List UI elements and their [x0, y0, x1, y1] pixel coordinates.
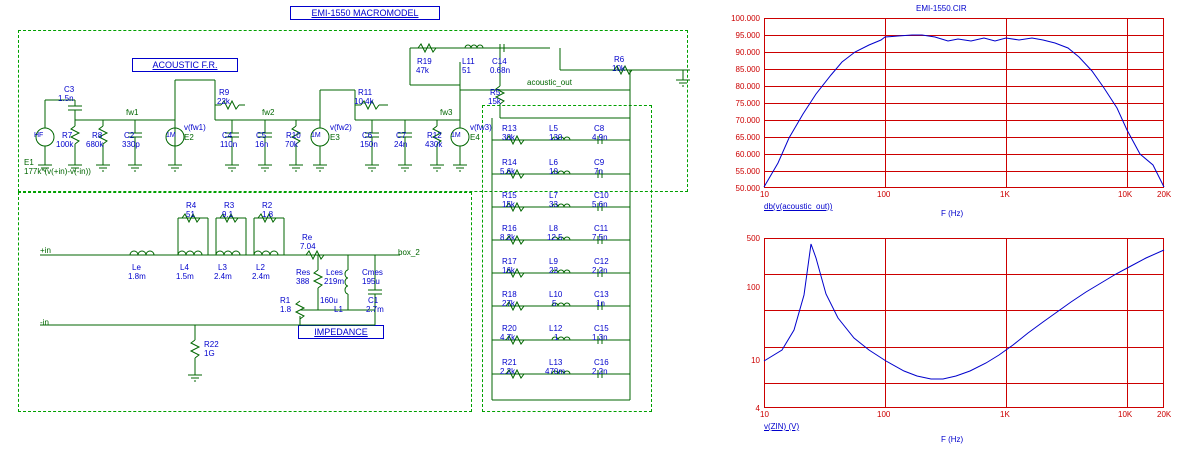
label-l10-ref: L10 [549, 290, 563, 299]
label-l7-val: 33 [549, 200, 558, 209]
label-l7-ref: L7 [549, 191, 558, 200]
label-re-ref: Re [302, 233, 313, 242]
plot-frequency-response [716, 4, 1196, 222]
plot2-ytick-2: 10 [751, 356, 760, 365]
label-l5-ref: L5 [549, 124, 558, 133]
label-c5-ref: C5 [256, 131, 267, 140]
label-c7-val: 24n [394, 140, 408, 149]
label-res-val: 388 [296, 277, 310, 286]
label-c1-val: 2.7m [366, 305, 384, 314]
label-c9-val: 7n [594, 167, 603, 176]
label-re-val: 7.04 [300, 242, 316, 251]
label-le-ref: Le [132, 263, 141, 272]
label-l13-val: 470m [545, 367, 566, 376]
label-c8-val: 4.9n [592, 133, 608, 142]
plot2-yaxis-label: v(ZIN) (V) [764, 422, 800, 431]
label-l12-val: 1 [554, 333, 559, 342]
label-r20-ref: R20 [502, 324, 517, 333]
plot2-xtick-2: 1K [1000, 410, 1010, 419]
label-node-fw1: fw1 [126, 108, 139, 117]
label-r12-ref: R12 [427, 131, 442, 140]
label-c12-val: 2.2n [592, 266, 608, 275]
label-c6-ref: C6 [362, 131, 373, 140]
label-src1m-a: 1M [166, 132, 176, 139]
label-r11-ref: R11 [358, 88, 373, 97]
label-lces-val: 219m [324, 277, 345, 286]
plot1-yaxis-label: db(v(acoustic_out)) [764, 202, 833, 211]
label-vfw1: v(fw1) [184, 123, 206, 132]
label-c15-ref: C15 [594, 324, 609, 333]
plot1-ytick-7: 65.000 [735, 133, 760, 142]
label-c1-ref: C1 [368, 296, 379, 305]
label-l1-ref: L1 [334, 305, 343, 314]
label-node-minus-in: -in [40, 318, 49, 327]
label-l11-ref: L11 [462, 57, 475, 66]
label-e3: E3 [330, 133, 340, 142]
plot1-ytick-2: 90.000 [735, 48, 760, 57]
label-l11-val: 51 [462, 66, 471, 75]
label-r19-val: 47k [416, 66, 429, 75]
plot1-xtick-3: 10K [1118, 190, 1133, 199]
label-r4-ref: R4 [186, 201, 197, 210]
plot1-xtick-4: 20K [1157, 190, 1172, 199]
label-l13-ref: L13 [549, 358, 563, 367]
label-c14-ref: C14 [492, 57, 507, 66]
label-c4-val: 110n [220, 140, 238, 149]
label-l5-val: 130 [549, 133, 563, 142]
label-c14-val: 0.68n [490, 66, 511, 75]
label-r17-val: 16k [502, 266, 515, 275]
label-r1-ref: R1 [280, 296, 291, 305]
label-r5-val: 15k [488, 97, 501, 106]
plot2-ytick-3: 4 [755, 404, 760, 413]
label-l6-ref: L6 [549, 158, 558, 167]
label-r10-ref: R10 [286, 131, 301, 140]
label-e4: E4 [470, 133, 480, 142]
label-res-ref: Res [296, 268, 311, 277]
label-r3-val: 9.1 [222, 210, 234, 219]
label-l4-ref: L4 [180, 263, 189, 272]
label-r21-ref: R21 [502, 358, 517, 367]
label-r7-val: 100k [56, 140, 74, 149]
label-l8-ref: L8 [549, 224, 558, 233]
label-r22-ref: R22 [204, 340, 219, 349]
plot1-ytick-1: 95.000 [735, 31, 760, 40]
label-r16-ref: R16 [502, 224, 517, 233]
label-l3-val: 2.4m [214, 272, 232, 281]
label-l9-ref: L9 [549, 257, 558, 266]
label-r6-val: 10k [612, 64, 625, 73]
plot1-ytick-6: 70.000 [735, 116, 760, 125]
label-l3-ref: L3 [218, 263, 227, 272]
label-r18-val: 27k [502, 299, 515, 308]
label-node-plus-in: +in [40, 246, 51, 255]
label-c16-val: 2.2n [592, 367, 608, 376]
label-r13-val: 30k [502, 133, 515, 142]
label-c11-ref: C11 [594, 224, 609, 233]
label-l6-val: 10 [549, 167, 558, 176]
label-c4-ref: C4 [222, 131, 233, 140]
plot1-ytick-9: 55.000 [735, 167, 760, 176]
label-r15-ref: R15 [502, 191, 517, 200]
schematic-title: EMI-1550 MACROMODEL [290, 6, 440, 20]
label-r21-val: 2.2k [500, 367, 516, 376]
label-c9-ref: C9 [594, 158, 605, 167]
label-src1m-c: 1M [451, 132, 461, 139]
label-r1-val: 1.8 [280, 305, 292, 314]
plot1-xtick-1: 100 [877, 190, 891, 199]
label-hf: HF [34, 132, 44, 139]
label-node-box2: box_2 [398, 248, 420, 257]
label-c2-val: 330p [122, 140, 140, 149]
label-l9-val: 22 [549, 266, 558, 275]
label-node-fw3: fw3 [440, 108, 453, 117]
label-l12-ref: L12 [549, 324, 563, 333]
label-c16-ref: C16 [594, 358, 609, 367]
label-l2-ref: L2 [256, 263, 265, 272]
label-r13-ref: R13 [502, 124, 517, 133]
label-r2-val: 1.8 [262, 210, 274, 219]
label-r19-ref: R19 [417, 57, 432, 66]
label-e1: E1 [24, 158, 34, 167]
label-r17-ref: R17 [502, 257, 517, 266]
plot1-ytick-3: 85.000 [735, 65, 760, 74]
plot1-xtick-2: 1K [1000, 190, 1010, 199]
label-node-acoustic-out: acoustic_out [527, 78, 572, 87]
label-c13-val: 1n [596, 299, 605, 308]
label-e1-expression: 177k*(v(+in)-v(-in)) [24, 167, 91, 176]
label-r22-val: 1G [204, 349, 215, 358]
label-r6-ref: R6 [614, 55, 625, 64]
label-r14-ref: R14 [502, 158, 517, 167]
label-r8-ref: R8 [92, 131, 103, 140]
label-cmes-ref: Cmes [362, 268, 383, 277]
plot1-ytick-8: 60.000 [735, 150, 760, 159]
plot1-ytick-4: 80.000 [735, 82, 760, 91]
label-r3-ref: R3 [224, 201, 235, 210]
label-c3-ref: C3 [64, 85, 75, 94]
plot2-trace [716, 230, 1196, 455]
label-l4-val: 1.5m [176, 272, 194, 281]
label-r9-val: 22k [217, 97, 230, 106]
label-r10-val: 70k [285, 140, 298, 149]
label-r11-val: 10.4k [354, 97, 374, 106]
label-c6-val: 150n [360, 140, 378, 149]
label-r9-ref: R9 [219, 88, 230, 97]
plot1-xtick-0: 10 [760, 190, 769, 199]
label-l8-val: 12.5 [547, 233, 563, 242]
plot2-ytick-1: 100 [746, 283, 760, 292]
label-c10-val: 5.6n [592, 200, 608, 209]
label-r5-ref: R5 [490, 88, 501, 97]
label-src1m-b: 1M [311, 132, 321, 139]
label-node-fw2: fw2 [262, 108, 275, 117]
plot2-xtick-1: 100 [877, 410, 891, 419]
plot2-ytick-0: 500 [746, 234, 760, 243]
plot2-xtick-0: 10 [760, 410, 769, 419]
label-c11-val: 7.5n [592, 233, 608, 242]
plot1-xaxis-label: F (Hz) [941, 209, 964, 218]
label-c15-val: 1.3n [592, 333, 608, 342]
label-c13-ref: C13 [594, 290, 609, 299]
label-l10-val: 5 [552, 299, 557, 308]
label-c2-ref: C2 [124, 131, 135, 140]
plot2-xtick-4: 20K [1157, 410, 1172, 419]
label-vfw3: v(fw3) [470, 123, 492, 132]
label-r15-val: 15k [502, 200, 515, 209]
label-vfw2: v(fw2) [330, 123, 352, 132]
label-c7-ref: C7 [396, 131, 407, 140]
label-r18-ref: R18 [502, 290, 517, 299]
label-r8-val: 680k [86, 140, 104, 149]
label-c5-val: 16n [255, 140, 269, 149]
plot1-trace [716, 4, 1196, 222]
plot2-xtick-3: 10K [1118, 410, 1133, 419]
label-c3-val: 1.5n [58, 94, 74, 103]
plot1-title: EMI-1550.CIR [916, 4, 967, 13]
label-le-val: 1.8m [128, 272, 146, 281]
label-e2: E2 [184, 133, 194, 142]
plot1-ytick-5: 75.000 [735, 99, 760, 108]
label-cmes-val: 195u [362, 277, 380, 286]
plot1-ytick-0: 100.000 [731, 14, 760, 23]
plot2-xaxis-label: F (Hz) [941, 435, 964, 444]
label-l1-val: 160u [320, 296, 338, 305]
label-r2-ref: R2 [262, 201, 273, 210]
label-c8-ref: C8 [594, 124, 605, 133]
label-r7-ref: R7 [62, 131, 73, 140]
label-r4-val: 51 [186, 210, 195, 219]
label-r12-val: 430k [425, 140, 443, 149]
plot1-ytick-10: 50.000 [735, 184, 760, 193]
acoustic-section-title: ACOUSTIC F.R. [132, 58, 238, 72]
label-c12-ref: C12 [594, 257, 609, 266]
label-l2-val: 2.4m [252, 272, 270, 281]
plot-impedance [716, 230, 1196, 455]
impedance-section-title: IMPEDANCE [298, 325, 384, 339]
label-r16-val: 8.2k [500, 233, 516, 242]
label-lces-ref: Lces [326, 268, 343, 277]
label-r14-val: 5.6k [500, 167, 516, 176]
label-c10-ref: C10 [594, 191, 609, 200]
label-r20-val: 4.7k [500, 333, 516, 342]
